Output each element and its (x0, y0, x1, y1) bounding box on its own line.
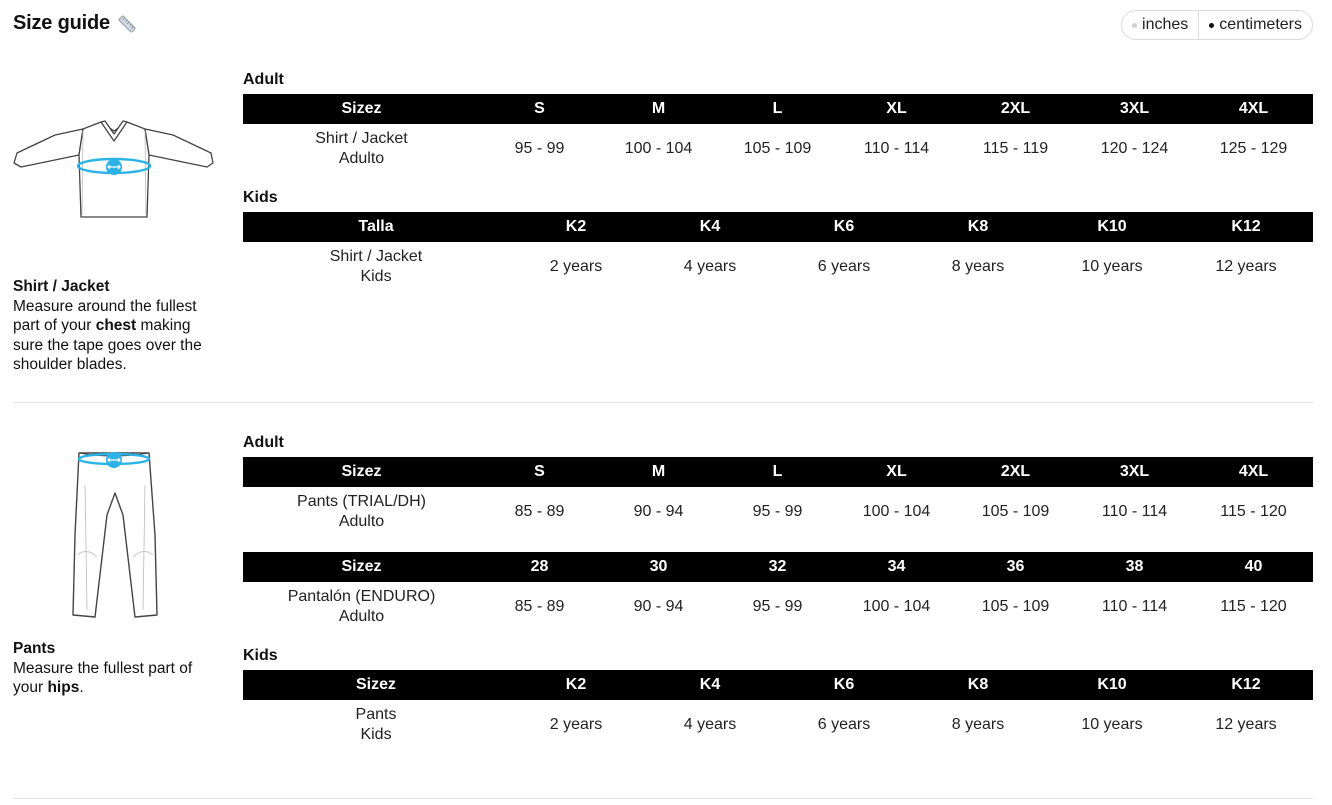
desc-emphasis: hips (47, 679, 80, 696)
group-label-kids: Kids (243, 647, 278, 664)
value-cell: 100 - 104 (862, 598, 931, 615)
shirt-tables (243, 66, 1313, 292)
header-cell: K12 (1179, 212, 1313, 242)
header-cell: 2XL (956, 94, 1075, 124)
header-cell: 32 (718, 552, 837, 582)
header-cell: K10 (1045, 212, 1179, 242)
value-cell: 90 - 94 (633, 503, 684, 520)
header-cell: S (480, 94, 599, 124)
table-row (243, 487, 1313, 537)
value-cell: 95 - 99 (514, 140, 565, 157)
header-cell: 4XL (1194, 457, 1313, 487)
header-cell: M (599, 457, 718, 487)
header-cell: 30 (599, 552, 718, 582)
table-row (243, 700, 1313, 750)
header-cell: 34 (837, 552, 956, 582)
row-sublabel: Kids (360, 268, 392, 285)
pants-kids-table (243, 670, 1313, 750)
value-cell: 10 years (1081, 716, 1143, 733)
table-header-row (243, 552, 1313, 582)
value-cell: 85 - 89 (514, 598, 565, 615)
desc-text: making sure the tape goes over the shoulder blades. (13, 317, 202, 373)
header-cell: Sizez (243, 552, 480, 582)
value-cell: 100 - 104 (624, 140, 693, 157)
row-label: Shirt / Jacket (315, 130, 408, 147)
table-row (243, 242, 1313, 292)
value-cell: 12 years (1215, 716, 1277, 733)
header-cell: 3XL (1075, 457, 1194, 487)
header-cell: K8 (911, 670, 1045, 700)
value-cell: 115 - 119 (982, 140, 1049, 157)
pants-measure-icon (65, 445, 165, 626)
value-cell: 105 - 109 (981, 503, 1050, 520)
header-cell: L (718, 94, 837, 124)
ruler-icon (116, 13, 138, 35)
unit-label: centimeters (1219, 16, 1302, 33)
value-cell: 2 years (549, 258, 603, 275)
desc-text: Measure the fullest part of your (13, 659, 193, 696)
header-cell: K6 (777, 212, 911, 242)
header-cell: K4 (643, 212, 777, 242)
header-cell: Sizez (243, 94, 480, 124)
value-cell: 105 - 109 (981, 598, 1050, 615)
value-cell: 85 - 89 (514, 503, 565, 520)
value-cell: 8 years (951, 258, 1005, 275)
header-cell: Sizez (243, 457, 480, 487)
page-title-text: Size guide (13, 12, 110, 34)
value-cell: 10 years (1081, 258, 1143, 275)
value-cell: 4 years (683, 716, 737, 733)
header-cell: 36 (956, 552, 1075, 582)
row-label-cell (243, 700, 509, 750)
row-sublabel: Adulto (338, 513, 385, 530)
header-cell: XL (837, 457, 956, 487)
table-header-row (243, 457, 1313, 487)
group-label-kids: Kids (243, 189, 278, 206)
radio-off-icon (1132, 23, 1137, 28)
header-cell: 4XL (1194, 94, 1313, 124)
unit-option-centimeters[interactable] (1198, 11, 1312, 39)
shirt-kids-table (243, 212, 1313, 292)
value-cell: 125 - 129 (1219, 140, 1288, 157)
unit-label: inches (1142, 16, 1189, 33)
header-cell: K10 (1045, 670, 1179, 700)
pants-enduro-table (243, 552, 1313, 632)
row-sublabel: Adulto (338, 608, 385, 625)
header-cell: 2XL (956, 457, 1075, 487)
pants-title: Pants (13, 640, 56, 657)
shirt-title: Shirt / Jacket (13, 278, 110, 295)
unit-option-inches[interactable] (1122, 11, 1198, 39)
table-row (243, 124, 1313, 174)
page-title (13, 12, 138, 35)
header-cell: 38 (1075, 552, 1194, 582)
header-cell: K8 (911, 212, 1045, 242)
value-cell: 6 years (817, 258, 871, 275)
section-divider (13, 798, 1313, 799)
header-cell: L (718, 457, 837, 487)
header-cell: K2 (509, 212, 643, 242)
row-label-cell (243, 242, 509, 292)
desc-text: Measure around the fullest part of your (13, 297, 197, 334)
header-cell: S (480, 457, 599, 487)
value-cell: 115 - 120 (1220, 598, 1287, 615)
row-label-cell (243, 582, 480, 632)
pants-trial-table (243, 457, 1313, 537)
table-header-row (243, 212, 1313, 242)
shirt-description (13, 277, 218, 375)
desc-text: . (79, 679, 84, 696)
table-row (243, 582, 1313, 632)
value-cell: 105 - 109 (743, 140, 812, 157)
group-label-adult: Adult (243, 434, 284, 451)
pants-description (13, 639, 218, 698)
shirt-section (13, 65, 1313, 402)
value-cell: 4 years (683, 258, 737, 275)
radio-on-icon (1209, 23, 1214, 28)
header-cell: K12 (1179, 670, 1313, 700)
header-cell: M (599, 94, 718, 124)
header-cell: Talla (243, 212, 509, 242)
value-cell: 100 - 104 (862, 503, 931, 520)
header-cell: K2 (509, 670, 643, 700)
header-cell: K6 (777, 670, 911, 700)
header-cell: 28 (480, 552, 599, 582)
header-cell: K4 (643, 670, 777, 700)
value-cell: 95 - 99 (752, 598, 803, 615)
row-label-cell (243, 124, 480, 174)
row-label: Pants (355, 706, 397, 723)
value-cell: 6 years (817, 716, 871, 733)
value-cell: 2 years (549, 716, 603, 733)
value-cell: 12 years (1215, 258, 1277, 275)
row-label: Pants (TRIAL/DH) (297, 493, 426, 510)
row-label: Pantalón (ENDURO) (287, 588, 436, 605)
shirt-adult-table (243, 94, 1313, 174)
value-cell: 110 - 114 (1101, 598, 1168, 615)
header-cell: 40 (1194, 552, 1313, 582)
table-header-row (243, 670, 1313, 700)
pants-tables (243, 429, 1313, 750)
group-label-adult: Adult (243, 71, 284, 88)
size-guide-header (13, 10, 1313, 40)
row-label-cell (243, 487, 480, 537)
unit-toggle (1121, 10, 1313, 40)
desc-emphasis: chest (95, 317, 137, 334)
value-cell: 110 - 114 (1101, 503, 1168, 520)
value-cell: 8 years (951, 716, 1005, 733)
header-cell: 3XL (1075, 94, 1194, 124)
header-cell: XL (837, 94, 956, 124)
pants-section (13, 403, 1313, 798)
value-cell: 90 - 94 (633, 598, 684, 615)
row-sublabel: Adulto (338, 150, 385, 167)
value-cell: 120 - 124 (1100, 140, 1169, 157)
header-cell: Sizez (243, 670, 509, 700)
value-cell: 95 - 99 (752, 503, 803, 520)
shirt-measure-icon (13, 117, 215, 228)
row-label: Shirt / Jacket (329, 248, 423, 265)
value-cell: 110 - 114 (863, 140, 930, 157)
row-sublabel: Kids (360, 726, 392, 743)
value-cell: 115 - 120 (1220, 503, 1287, 520)
table-header-row (243, 94, 1313, 124)
